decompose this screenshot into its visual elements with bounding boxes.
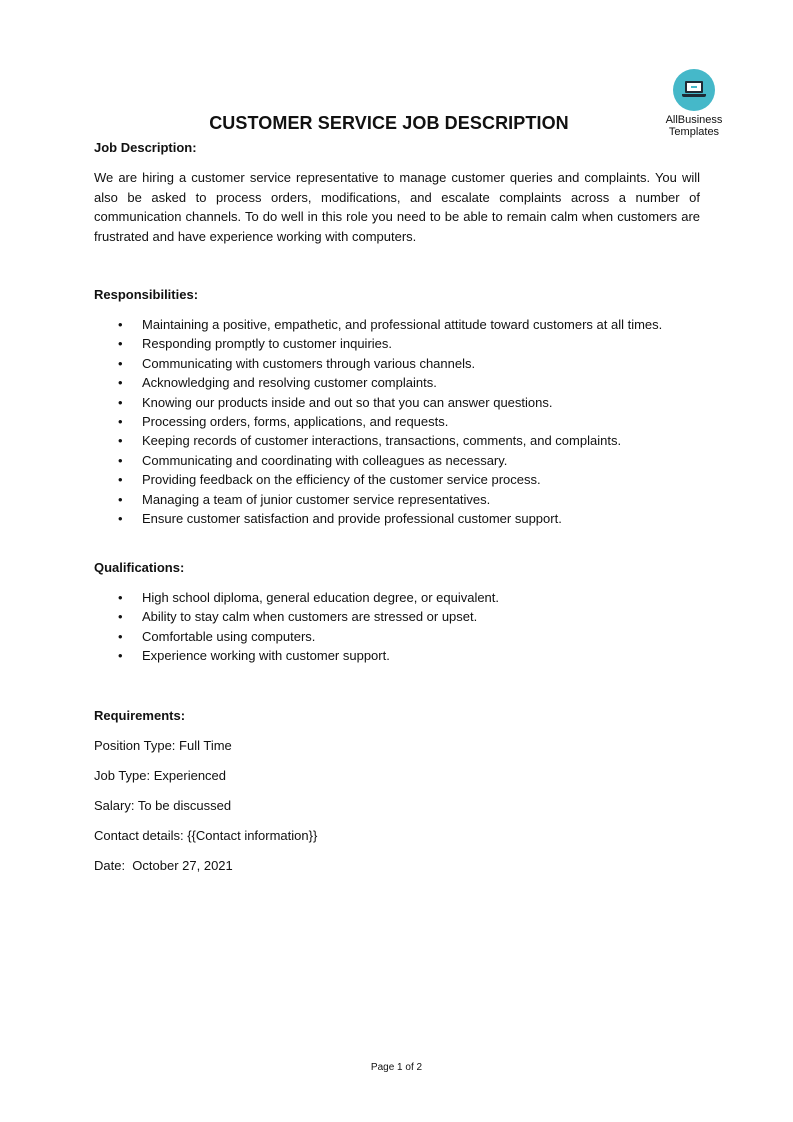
bullet-icon: •: [118, 336, 123, 352]
list-item: • Ability to stay calm when customers are stressed or upset.: [94, 607, 499, 626]
qualifications-list: [94, 588, 499, 666]
bullet-icon: •: [118, 452, 123, 468]
bullet-icon: •: [118, 472, 123, 488]
bullet-icon: •: [118, 433, 123, 449]
page-title: CUSTOMER SERVICE JOB DESCRIPTION: [209, 113, 569, 133]
bullet-icon: •: [118, 317, 123, 332]
laptop-icon: [673, 69, 715, 111]
bullet-icon: •: [118, 628, 123, 644]
list-item: • Knowing our products inside and out so that you can answer questions.: [94, 393, 662, 412]
list-item: • Experience working with customer support.: [94, 646, 499, 665]
bullet-icon: •: [118, 413, 123, 429]
list-item: • Managing a team of junior customer service representatives.: [94, 490, 662, 509]
salary: Salary: To be discussed: [94, 798, 232, 813]
qualifications-heading: Qualifications:: [94, 560, 185, 575]
requirements-heading: Requirements:: [94, 708, 186, 723]
list-item: • Processing orders, forms, applications, and requests.: [94, 412, 662, 431]
responsibilities-list: [94, 315, 662, 528]
contact-details: Contact details: {{Contact information}}: [94, 828, 318, 843]
list-item: • Providing feedback on the efficiency of the customer service process.: [94, 470, 662, 489]
logo-line2: Templates: [668, 126, 720, 138]
page-number: Page 1 of 2: [370, 1062, 423, 1073]
list-item: • Communicating with customers through various channels.: [94, 354, 662, 373]
bullet-icon: •: [118, 609, 123, 625]
job-description-heading: Job Description:: [94, 140, 197, 155]
job-description-text: We are hiring a customer service representative to manage customer queries and complaints. You will also be asked to process orders, modifications, and escalate complaints across a number of communication channels. To do well in this role you need to be able to remain calm when customers are frustrated and have experience working with computers.: [94, 170, 700, 244]
list-item: • Ensure customer satisfaction and provide professional customer support.: [94, 509, 662, 528]
bullet-icon: •: [118, 355, 123, 371]
list-item: • Keeping records of customer interactions, transactions, comments, and complaints.: [94, 431, 662, 450]
bullet-icon: •: [118, 394, 123, 410]
bullet-icon: •: [118, 510, 123, 526]
list-item: • Responding promptly to customer inquiries.: [94, 334, 662, 353]
bullet-icon: •: [118, 590, 123, 605]
job-type: Job Type: Experienced: [94, 768, 227, 783]
logo-line1: AllBusiness: [665, 114, 723, 126]
responsibilities-heading: Responsibilities:: [94, 287, 199, 302]
list-item: • Maintaining a positive, empathetic, and professional attitude toward customers at all times.: [94, 315, 662, 334]
list-item: • Comfortable using computers.: [94, 627, 499, 646]
bullet-icon: •: [118, 375, 123, 391]
bullet-icon: •: [118, 491, 123, 507]
position-type: Position Type: Full Time: [94, 738, 232, 753]
list-item: • Communicating and coordinating with colleagues as necessary.: [94, 451, 662, 470]
list-item: • High school diploma, general education degree, or equivalent.: [94, 588, 499, 607]
date: Date: October 27, 2021: [94, 858, 233, 873]
list-item: • Acknowledging and resolving customer complaints.: [94, 373, 662, 392]
bullet-icon: •: [118, 648, 123, 664]
